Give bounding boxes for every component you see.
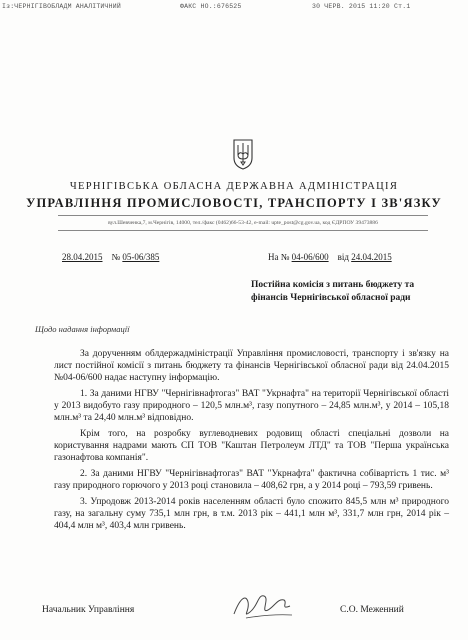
body-paragraph: 1. За даними НГВУ "Чернігівнафтогаз" ВАТ "Укрнафта" на території Чернігівської області у 2013 видобуто газу природного – 120,5 млн.м³, газу попутного – 24,85 млн.м³, у 2014 – 105,18 млн.м³ та 24,40 млн.м³ відповідно. bbox=[54, 389, 449, 423]
outgoing-date: 28.04.2015 bbox=[62, 252, 103, 262]
signer-name: С.О. Меженний bbox=[340, 605, 404, 615]
subject-line: Щодо надання інформації bbox=[35, 324, 130, 334]
header-divider-bottom bbox=[58, 230, 428, 231]
handwritten-signature bbox=[228, 588, 298, 624]
outgoing-number-prefix: № bbox=[111, 252, 121, 262]
fax-header bbox=[0, 3, 468, 13]
signer-title: Начальник Управління bbox=[42, 605, 135, 615]
incoming-from-label: від bbox=[337, 252, 349, 262]
letter-body bbox=[54, 348, 449, 536]
org-address: вул.Шевченка,7, м.Чернігів, 14000, тел./факс (0462)66-53-42, e-mail: upte_post@cg.gov.ua, код ЄДРПОУ 39473886 bbox=[108, 220, 378, 226]
trident-coat-of-arms-icon bbox=[232, 138, 254, 170]
body-paragraph: 2. За даними НГВУ "Чернігівнафтогаз" ВАТ "Укрнафта" фактична собівартість 1 тис. м³ газу природного горючого у 2013 році становила – 408,62 грн, а у 2014 році – 793,59 гривень. bbox=[54, 469, 449, 491]
outgoing-number: 05-06/385 bbox=[122, 252, 160, 262]
incoming-number: 04-06/600 bbox=[291, 252, 329, 262]
department-name: УПРАВЛІННЯ ПРОМИСЛОВОСТІ, ТРАНСПОРТУ І ЗВ'ЯЗКУ bbox=[26, 196, 442, 210]
body-paragraph: Крім того, на розробку вуглеводневих родовищ області спеціальні дозволи на користування надрами мають СП ТОВ "Каштан Петролеум ЛТД" та ТОВ "Перша українська газонафтова компанія". bbox=[54, 429, 449, 463]
fax-header-timestamp: 30 ЧЕРВ. 2015 11:20 Ст.1 bbox=[312, 3, 411, 10]
incoming-number-prefix: На № bbox=[268, 252, 290, 262]
outgoing-reference bbox=[62, 252, 159, 262]
org-name: ЧЕРНІГІВСЬКА ОБЛАСНА ДЕРЖАВНА АДМІНІСТРАЦІЯ bbox=[69, 181, 399, 192]
body-paragraph: 3. Упродовж 2013-2014 років населенням області було спожито 845,5 млн м³ природного газу, на загальну суму 735,1 млн грн, в т.м. 2013 рік – 441,1 млн м³, 331,7 млн грн, 2014 рік – 404,4 млн м³, 403,4 млн гривень. bbox=[54, 497, 449, 531]
incoming-date: 24.04.2015 bbox=[351, 252, 392, 262]
incoming-reference bbox=[268, 252, 392, 262]
header-divider-top bbox=[58, 215, 428, 216]
body-paragraph: За дорученням облдержадміністрації Управління промисловості, транспорту і зв'язку на лист постійної комісії з питань бюджету та фінансів Чернігівської обласної ради від 24.04.2015 №04-06/600 надає наступну інформацію. bbox=[54, 349, 449, 383]
recipient: Постійна комісія з питань бюджету та фінансів Чернігівської обласної ради bbox=[251, 280, 415, 303]
fax-header-sender: Із:ЧЕРНІГІВОБЛАДМ АНАЛІТИЧНИЙ bbox=[2, 3, 121, 10]
fax-header-number: ФАКС НО.:676525 bbox=[180, 3, 242, 10]
